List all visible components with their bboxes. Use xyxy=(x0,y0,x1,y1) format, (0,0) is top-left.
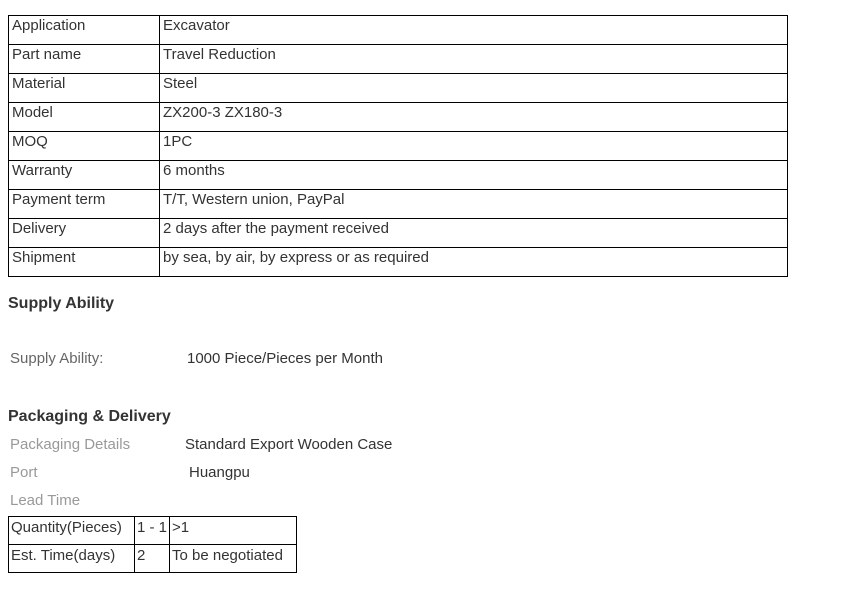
lead-time-quantity-row xyxy=(9,517,297,545)
spec-label: Part name xyxy=(9,45,160,74)
spec-value: ZX200-3 ZX180-3 xyxy=(160,103,788,132)
spec-label: Shipment xyxy=(9,248,160,277)
lead-time-table xyxy=(8,516,297,573)
spec-label: Warranty xyxy=(9,161,160,190)
spec-label: Model xyxy=(9,103,160,132)
port-value: Huangpu xyxy=(189,464,250,481)
spec-label: Delivery xyxy=(9,219,160,248)
spec-value: 6 months xyxy=(160,161,788,190)
spec-label: Payment term xyxy=(9,190,160,219)
spec-label: MOQ xyxy=(9,132,160,161)
port-label: Port xyxy=(10,464,38,481)
packaging-details-label: Packaging Details xyxy=(10,436,131,453)
spec-value: Excavator xyxy=(160,16,788,45)
lead-time-est-row xyxy=(9,545,297,573)
packaging-details-value: Standard Export Wooden Case xyxy=(185,436,393,453)
lead-time-cell: 1 - 1 xyxy=(135,517,170,545)
supply-ability-heading: Supply Ability xyxy=(8,295,115,312)
lead-time-cell: To be negotiated xyxy=(170,545,297,573)
spec-row-moq xyxy=(9,132,788,161)
lead-time-cell: 2 xyxy=(135,545,170,573)
lead-time-cell: Est. Time(days) xyxy=(9,545,135,573)
spec-row-application xyxy=(9,16,788,45)
spec-value: Travel Reduction xyxy=(160,45,788,74)
supply-ability-label: Supply Ability: xyxy=(10,350,104,367)
spec-row-model xyxy=(9,103,788,132)
spec-row-part-name xyxy=(9,45,788,74)
spec-label: Material xyxy=(9,74,160,103)
spec-row-delivery xyxy=(9,219,788,248)
product-spec-table xyxy=(8,15,788,277)
lead-time-cell: Quantity(Pieces) xyxy=(9,517,135,545)
supply-ability-value: 1000 Piece/Pieces per Month xyxy=(187,350,383,367)
spec-row-shipment xyxy=(9,248,788,277)
packaging-delivery-heading: Packaging & Delivery xyxy=(8,408,171,425)
spec-row-material xyxy=(9,74,788,103)
spec-value: by sea, by air, by express or as required xyxy=(160,248,788,277)
spec-row-warranty xyxy=(9,161,788,190)
spec-value: 1PC xyxy=(160,132,788,161)
lead-time-label: Lead Time xyxy=(10,492,81,509)
spec-value: T/T, Western union, PayPal xyxy=(160,190,788,219)
spec-label: Application xyxy=(9,16,160,45)
spec-value: Steel xyxy=(160,74,788,103)
spec-row-payment-term xyxy=(9,190,788,219)
lead-time-cell: >1 xyxy=(170,517,297,545)
spec-value: 2 days after the payment received xyxy=(160,219,788,248)
